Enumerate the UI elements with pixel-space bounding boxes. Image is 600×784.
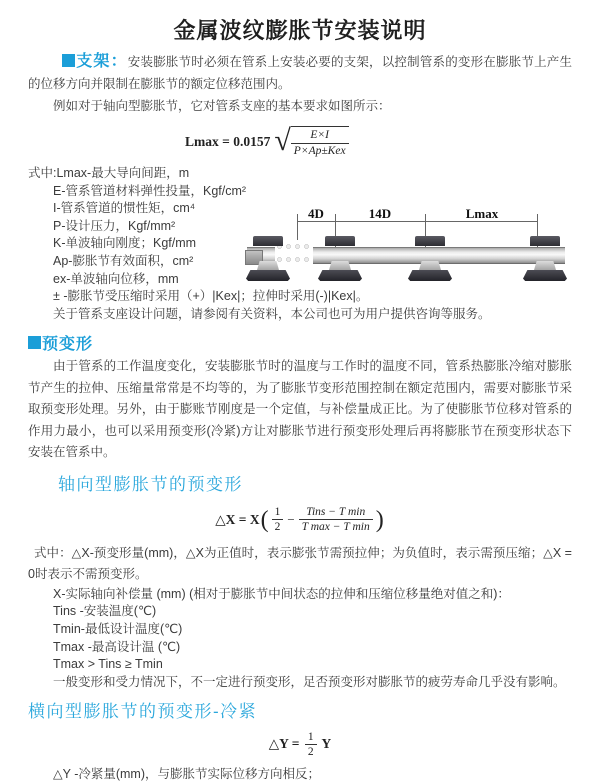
axial-note-line: 一般变形和受力情况下，不一定进行预变形，足否预变形对膨胀节的疲劳寿命几乎没有影响。	[53, 674, 566, 689]
section-marker-square	[62, 54, 75, 67]
support-clamp	[253, 236, 283, 246]
fraction-denominator: T max − T min	[301, 521, 370, 534]
support-intro-paragraph	[28, 51, 572, 95]
lateral-subheading: 横向型膨胀节的预变形-冷紧	[28, 702, 258, 722]
half-fraction	[272, 505, 284, 535]
support-neck	[419, 261, 441, 270]
support-intro-text: 安装膨胀节时必须在管系上安装必要的支架，以控制管系的变形在膨胀节上产生的位移方向并限制在膨胀节的额定位移范围内。	[28, 55, 572, 91]
variable-line: ± -膨胀节受压缩时采用（+）|Kex|；拉伸时采用(-)|Kex|。	[53, 289, 369, 304]
variable-line: Ap-膨胀节有效面积，cm²	[53, 253, 194, 268]
pipe-support	[408, 236, 452, 282]
axial-explain-paragraph: 式中：△X-预变形量(mm)，△X为正值时，表示膨张节需预拉伸；为负值时，表示需预压缩；△X = 0时表示不需预变形。	[28, 545, 572, 582]
predeform-section-heading	[28, 331, 572, 354]
page-title: 金属波纹膨胀节安装说明	[173, 18, 427, 43]
support-base	[246, 270, 290, 281]
support-section-heading: 支架：	[76, 53, 128, 70]
formula-lhs: △Y =	[268, 736, 303, 752]
sqrt-radical	[274, 126, 350, 158]
pipe-support-diagram	[245, 207, 600, 304]
dimension-line	[297, 221, 537, 222]
guide-spacing-formula	[185, 123, 572, 161]
section-marker-square	[28, 336, 41, 349]
dim-label-4d: 4D	[308, 206, 324, 221]
dim-label-lmax: Lmax	[465, 206, 499, 221]
radical-sign: √	[274, 124, 291, 158]
support-base	[523, 270, 567, 281]
close-paren: )	[375, 506, 384, 533]
fraction-numerator: 1	[305, 730, 317, 745]
support-clamp	[415, 236, 445, 246]
variable-line: P-设计压力，Kgf/mm²	[53, 218, 176, 233]
support-base	[318, 270, 362, 281]
temperature-fraction	[299, 505, 373, 535]
fraction-denominator: 2	[307, 745, 314, 758]
support-base	[408, 270, 452, 281]
half-fraction	[305, 730, 317, 760]
pipe-support	[246, 236, 290, 282]
variable-line: 式中:Lmax-最大导向间距，m	[28, 166, 190, 180]
variable-line: Tmin-最低设计温度(℃)	[53, 622, 183, 637]
support-example-line: 例如对于轴向型膨胀节，它对管系支座的基本要求如图所示：	[53, 99, 391, 113]
formula-lhs: Lmax = 0.0157	[185, 134, 271, 149]
fraction-denominator: P×Ap±Kex	[293, 144, 346, 157]
fraction-numerator: 1	[272, 505, 284, 520]
fraction-numerator: E×I	[291, 128, 349, 143]
lateral-predeform-formula	[28, 730, 572, 758]
axial-subheading: 轴向型膨胀节的预变形	[58, 474, 243, 494]
predeform-heading-label: 预变形	[42, 336, 94, 354]
variable-line: ex-单波轴向位移，mm	[53, 271, 179, 286]
support-note-line: 关于管系支座设计问题，请参阅有关资料，本公司也可为用户提供咨询等服务。	[53, 306, 491, 321]
variable-line: Tmax > Tins ≥ Tmin	[53, 657, 163, 672]
fraction	[291, 126, 349, 158]
support-neck	[534, 261, 556, 270]
fraction-numerator: Tins − T min	[299, 505, 373, 520]
document-page	[0, 14, 600, 782]
minus-sign: −	[287, 511, 295, 527]
axial-predeform-formula	[28, 503, 572, 537]
support-clamp	[530, 236, 560, 246]
formula-lhs: △X = X	[215, 511, 260, 527]
support-clamp	[325, 236, 355, 246]
dim-label-14d: 14D	[368, 206, 392, 221]
axial-variable-list	[28, 586, 572, 692]
formula-rhs: Y	[318, 736, 332, 752]
fraction-denominator: 2	[274, 521, 281, 534]
variable-line: K-单波轴向刚度；Kgf/mm	[53, 236, 197, 251]
lateral-note-line: △Y -冷紧量(mm)，与膨胀节实际位移方向相反；	[53, 767, 321, 782]
variable-line: E-管系管道材料弹性投量，Kgf/cm²	[53, 183, 247, 198]
variable-line: X-实际轴向补偿量 (mm) (相对于膨胀节中间状态的拉伸和压缩位移量绝对值之和)：	[53, 586, 510, 601]
pipe-support	[318, 236, 362, 282]
support-neck	[329, 261, 351, 270]
variable-line: I-管系管道的惯性矩，cm⁴	[53, 201, 196, 216]
predeform-paragraph: 由于管系的工作温度变化，安装膨胀节时的温度与工作时的温度不同，管系热膨胀冷缩对膨胀节产生的拉伸、压缩量常常是不均等的，为了膨胀节变形范围控制在额定范围内，需要对膨胀节采取预变形处理。另外，由于膨账节刚度是一个定值，与补偿量成正比。为了使膨胀节位移对管系的作用力最小，也可以采用预变形(冷紧)方让对膨胀节进行预变形处理后再将膨胀节在预变形状态下安装在管系中。	[28, 359, 572, 460]
variable-line: Tmax -最高设计温 (℃)	[53, 639, 181, 654]
open-paren: (	[260, 506, 269, 533]
support-neck	[257, 261, 279, 270]
variable-line: Tins -安装温度(℃)	[53, 604, 157, 619]
pipe-support	[523, 236, 567, 282]
